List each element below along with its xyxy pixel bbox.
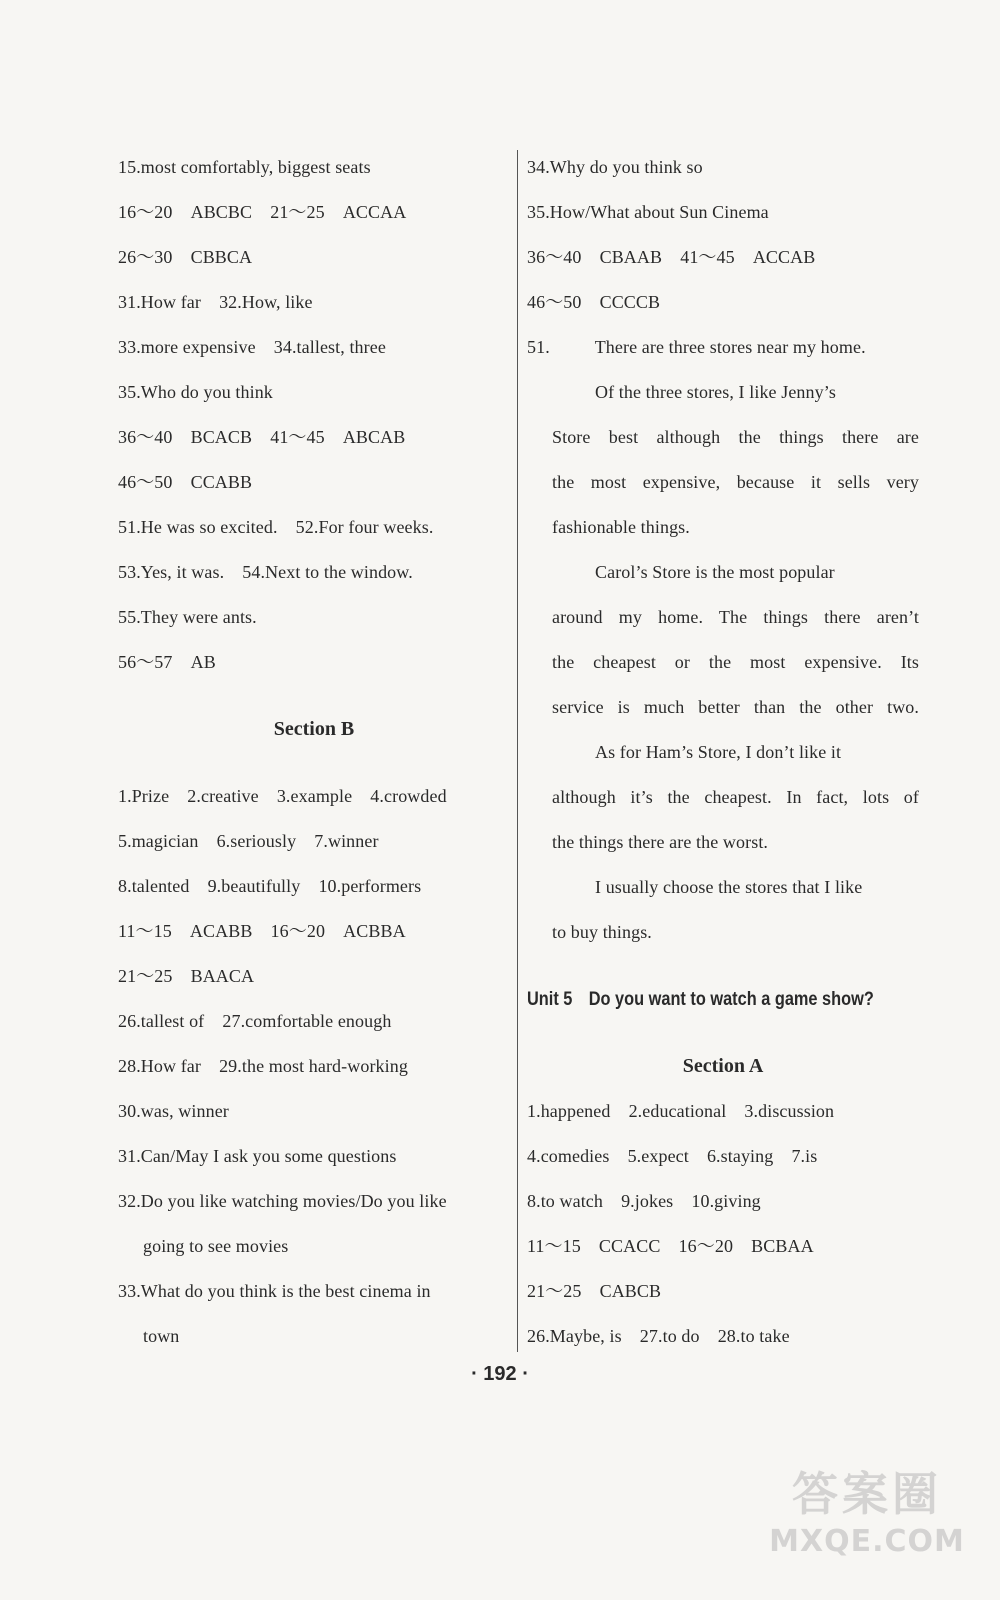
- essay-line: the things there are the worst.: [552, 832, 769, 852]
- essay-line: Carol’s Store is the most popular: [595, 562, 835, 582]
- essay-first-line: [527, 325, 919, 370]
- essay-line: around my home. The things there aren’t: [552, 607, 919, 627]
- answer-line: 26.Maybe, is 27.to do 28.to take: [527, 1326, 790, 1346]
- answer-line: 30.was, winner: [118, 1101, 229, 1121]
- answer-line: 26～30 CBBCA: [118, 247, 253, 267]
- left-column: [118, 145, 510, 1359]
- answer-line: 33.more expensive 34.tallest, three: [118, 337, 386, 357]
- section-a-heading: Section A: [682, 1055, 764, 1077]
- answer-line: 5.magician 6.seriously 7.winner: [118, 831, 379, 851]
- answer-line: 35.How/What about Sun Cinema: [527, 202, 769, 222]
- answer-line: 34.Why do you think so: [527, 157, 703, 177]
- answer-line: 1.Prize 2.creative 3.example 4.crowded: [118, 786, 447, 806]
- answer-line-continued: town: [143, 1326, 180, 1346]
- answer-line: 16～20 ABCBC 21～25 ACCAA: [118, 202, 407, 222]
- answer-line: 1.happened 2.educational 3.discussion: [527, 1101, 835, 1121]
- answer-line: 21～25 CABCB: [527, 1281, 662, 1301]
- answer-line: 8.talented 9.beautifully 10.performers: [118, 876, 422, 896]
- essay-line: I usually choose the stores that I like: [595, 877, 863, 897]
- essay-line: to buy things.: [552, 922, 652, 942]
- answer-line: 33.What do you think is the best cinema in: [118, 1281, 431, 1301]
- essay-line: the most expensive, because it sells very: [552, 472, 919, 492]
- answer-line: 31.How far 32.How, like: [118, 292, 313, 312]
- answer-line: 36～40 CBAAB 41～45 ACCAB: [527, 247, 816, 267]
- essay-line: Of the three stores, I like Jenny’s: [595, 382, 836, 402]
- answer-line: 32.Do you like watching movies/Do you like: [118, 1191, 447, 1211]
- answer-line: 46～50 CCABB: [118, 472, 253, 492]
- essay-number: 51.: [527, 337, 550, 357]
- essay-line: As for Ham’s Store, I don’t like it: [595, 742, 842, 762]
- answer-line: 36～40 BCACB 41～45 ABCAB: [118, 427, 406, 447]
- essay-sentence: There are three stores near my home.: [594, 337, 866, 357]
- answer-line: 11～15 CCACC 16～20 BCBAA: [527, 1236, 814, 1256]
- essay-line: Store best although the things there are: [552, 427, 919, 447]
- unit-title: Unit 5 Do you want to watch a game show?: [527, 989, 874, 1010]
- answer-line: 15.most comfortably, biggest seats: [118, 157, 371, 177]
- page-number: · 192 ·: [471, 1363, 529, 1385]
- answer-line: 46～50 CCCCB: [527, 292, 661, 312]
- watermark-logo: [762, 1458, 972, 1578]
- right-column: [527, 145, 919, 1359]
- essay-line: although it’s the cheapest. In fact, lots of: [552, 787, 919, 807]
- watermark-top-text: 答案圈: [792, 1467, 942, 1521]
- answer-line: 35.Who do you think: [118, 382, 273, 402]
- spacer: [527, 1022, 919, 1044]
- answer-line: 53.Yes, it was. 54.Next to the window.: [118, 562, 413, 582]
- essay-line: fashionable things.: [552, 517, 690, 537]
- watermark-bottom-text: MXQE.COM: [769, 1524, 965, 1559]
- essay-line: the cheapest or the most expensive. Its: [552, 652, 919, 672]
- answer-line-continued: going to see movies: [143, 1236, 289, 1256]
- column-divider: [517, 150, 518, 1352]
- essay-line: service is much better than the other two.: [552, 697, 919, 717]
- answer-line: 55.They were ants.: [118, 607, 257, 627]
- answer-line: 56～57 AB: [118, 652, 216, 672]
- answer-line: 28.How far 29.the most hard-working: [118, 1056, 408, 1076]
- spacer: [118, 752, 510, 774]
- answer-line: 21～25 BAACA: [118, 966, 255, 986]
- answer-line: 4.comedies 5.expect 6.staying 7.is: [527, 1146, 818, 1166]
- spacer: [527, 955, 919, 977]
- answer-line: 11～15 ACABB 16～20 ACBBA: [118, 921, 406, 941]
- answer-line: 51.He was so excited. 52.For four weeks.: [118, 517, 434, 537]
- spacer: [118, 685, 510, 707]
- answer-line: 8.to watch 9.jokes 10.giving: [527, 1191, 761, 1211]
- answer-line: 31.Can/May I ask you some questions: [118, 1146, 397, 1166]
- section-b-heading: Section B: [273, 718, 355, 740]
- answer-line: 26.tallest of 27.comfortable enough: [118, 1011, 392, 1031]
